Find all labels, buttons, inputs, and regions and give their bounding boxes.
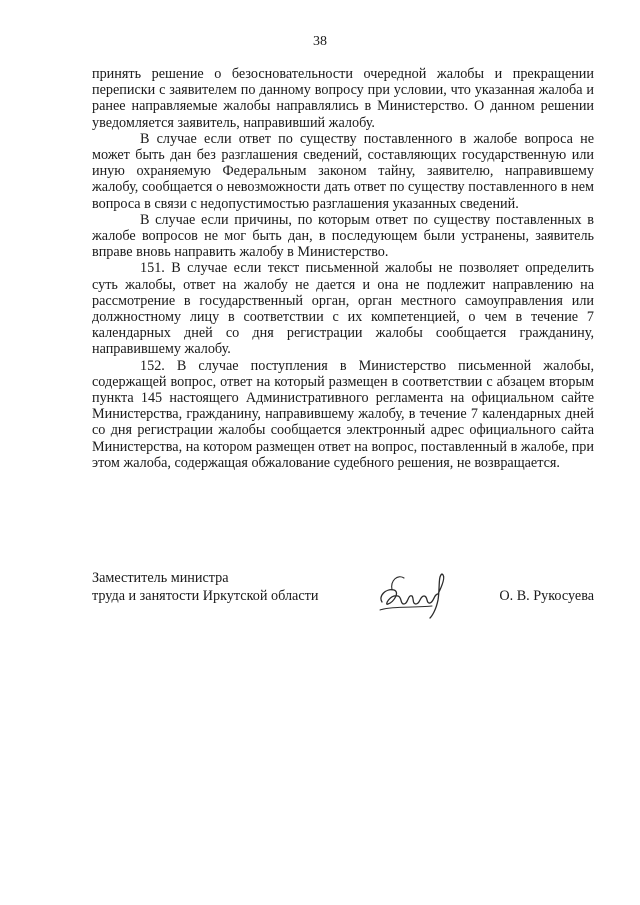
paragraph-152: 152. В случае поступления в Министерство письменной жалобы, содержащей вопрос, ответ на который размещен в соответствии с абзацем вторым пункта 145 настоящего Административного регламента на официальном сайте Министерства, гражданину, направившему жалобу, в течение 7 календарных дней со дня регистрации жалобы сообщается электронный адрес официального сайта Министерства, на котором размещен ответ на вопрос, поставленный в жалобе, при этом жалоба, содержащая обжалование судебного решения, не возвращается. — [92, 357, 594, 471]
paragraph-reasons-removed: В случае если причины, по которым ответ по существу поставленных в жалобе вопросов не мог быть дан, в последующем были устранены, заявитель вправе вновь направить жалобу в Министерство. — [92, 211, 594, 261]
paragraph-secret-info: В случае если ответ по существу поставленного в жалобе вопроса не может быть дан без разглашения сведений, составляющих государственную или иную охраняемую Федеральным законом тайну, заявителю, направившему жалобу, сообщается о невозможности дать ответ по существу поставленного в нем вопроса в связи с недопустимостью разглашения указанных сведений. — [92, 130, 594, 212]
document-body — [92, 66, 594, 471]
page-number: 38 — [313, 34, 327, 49]
signatory-title-line-1: Заместитель министра — [92, 570, 229, 586]
signatory-title-line-2: труда и занятости Иркутской области — [92, 588, 319, 604]
signatory-name: О. В. Рукосуева — [499, 588, 594, 604]
handwritten-signature — [372, 566, 456, 622]
paragraph-continuation: принять решение о безосновательности очередной жалобы и прекращении переписки с заявителем по данному вопросу при условии, что указанная жалоба и ранее направляемые жалобы направлялись в Министерство. О данном решении уведомляется заявитель, направивший жалобу. — [92, 66, 594, 131]
paragraph-151: 151. В случае если текст письменной жалобы не позволяет определить суть жалобы, ответ на жалобу не дается и она не подлежит направлению на рассмотрение в государственный орган, орган местного самоуправления или должностному лицу в соответствии с их компетенцией, о чем в течение 7 календарных дней со дня регистрации жалобы сообщается гражданину, направившему жалобу. — [92, 260, 594, 358]
